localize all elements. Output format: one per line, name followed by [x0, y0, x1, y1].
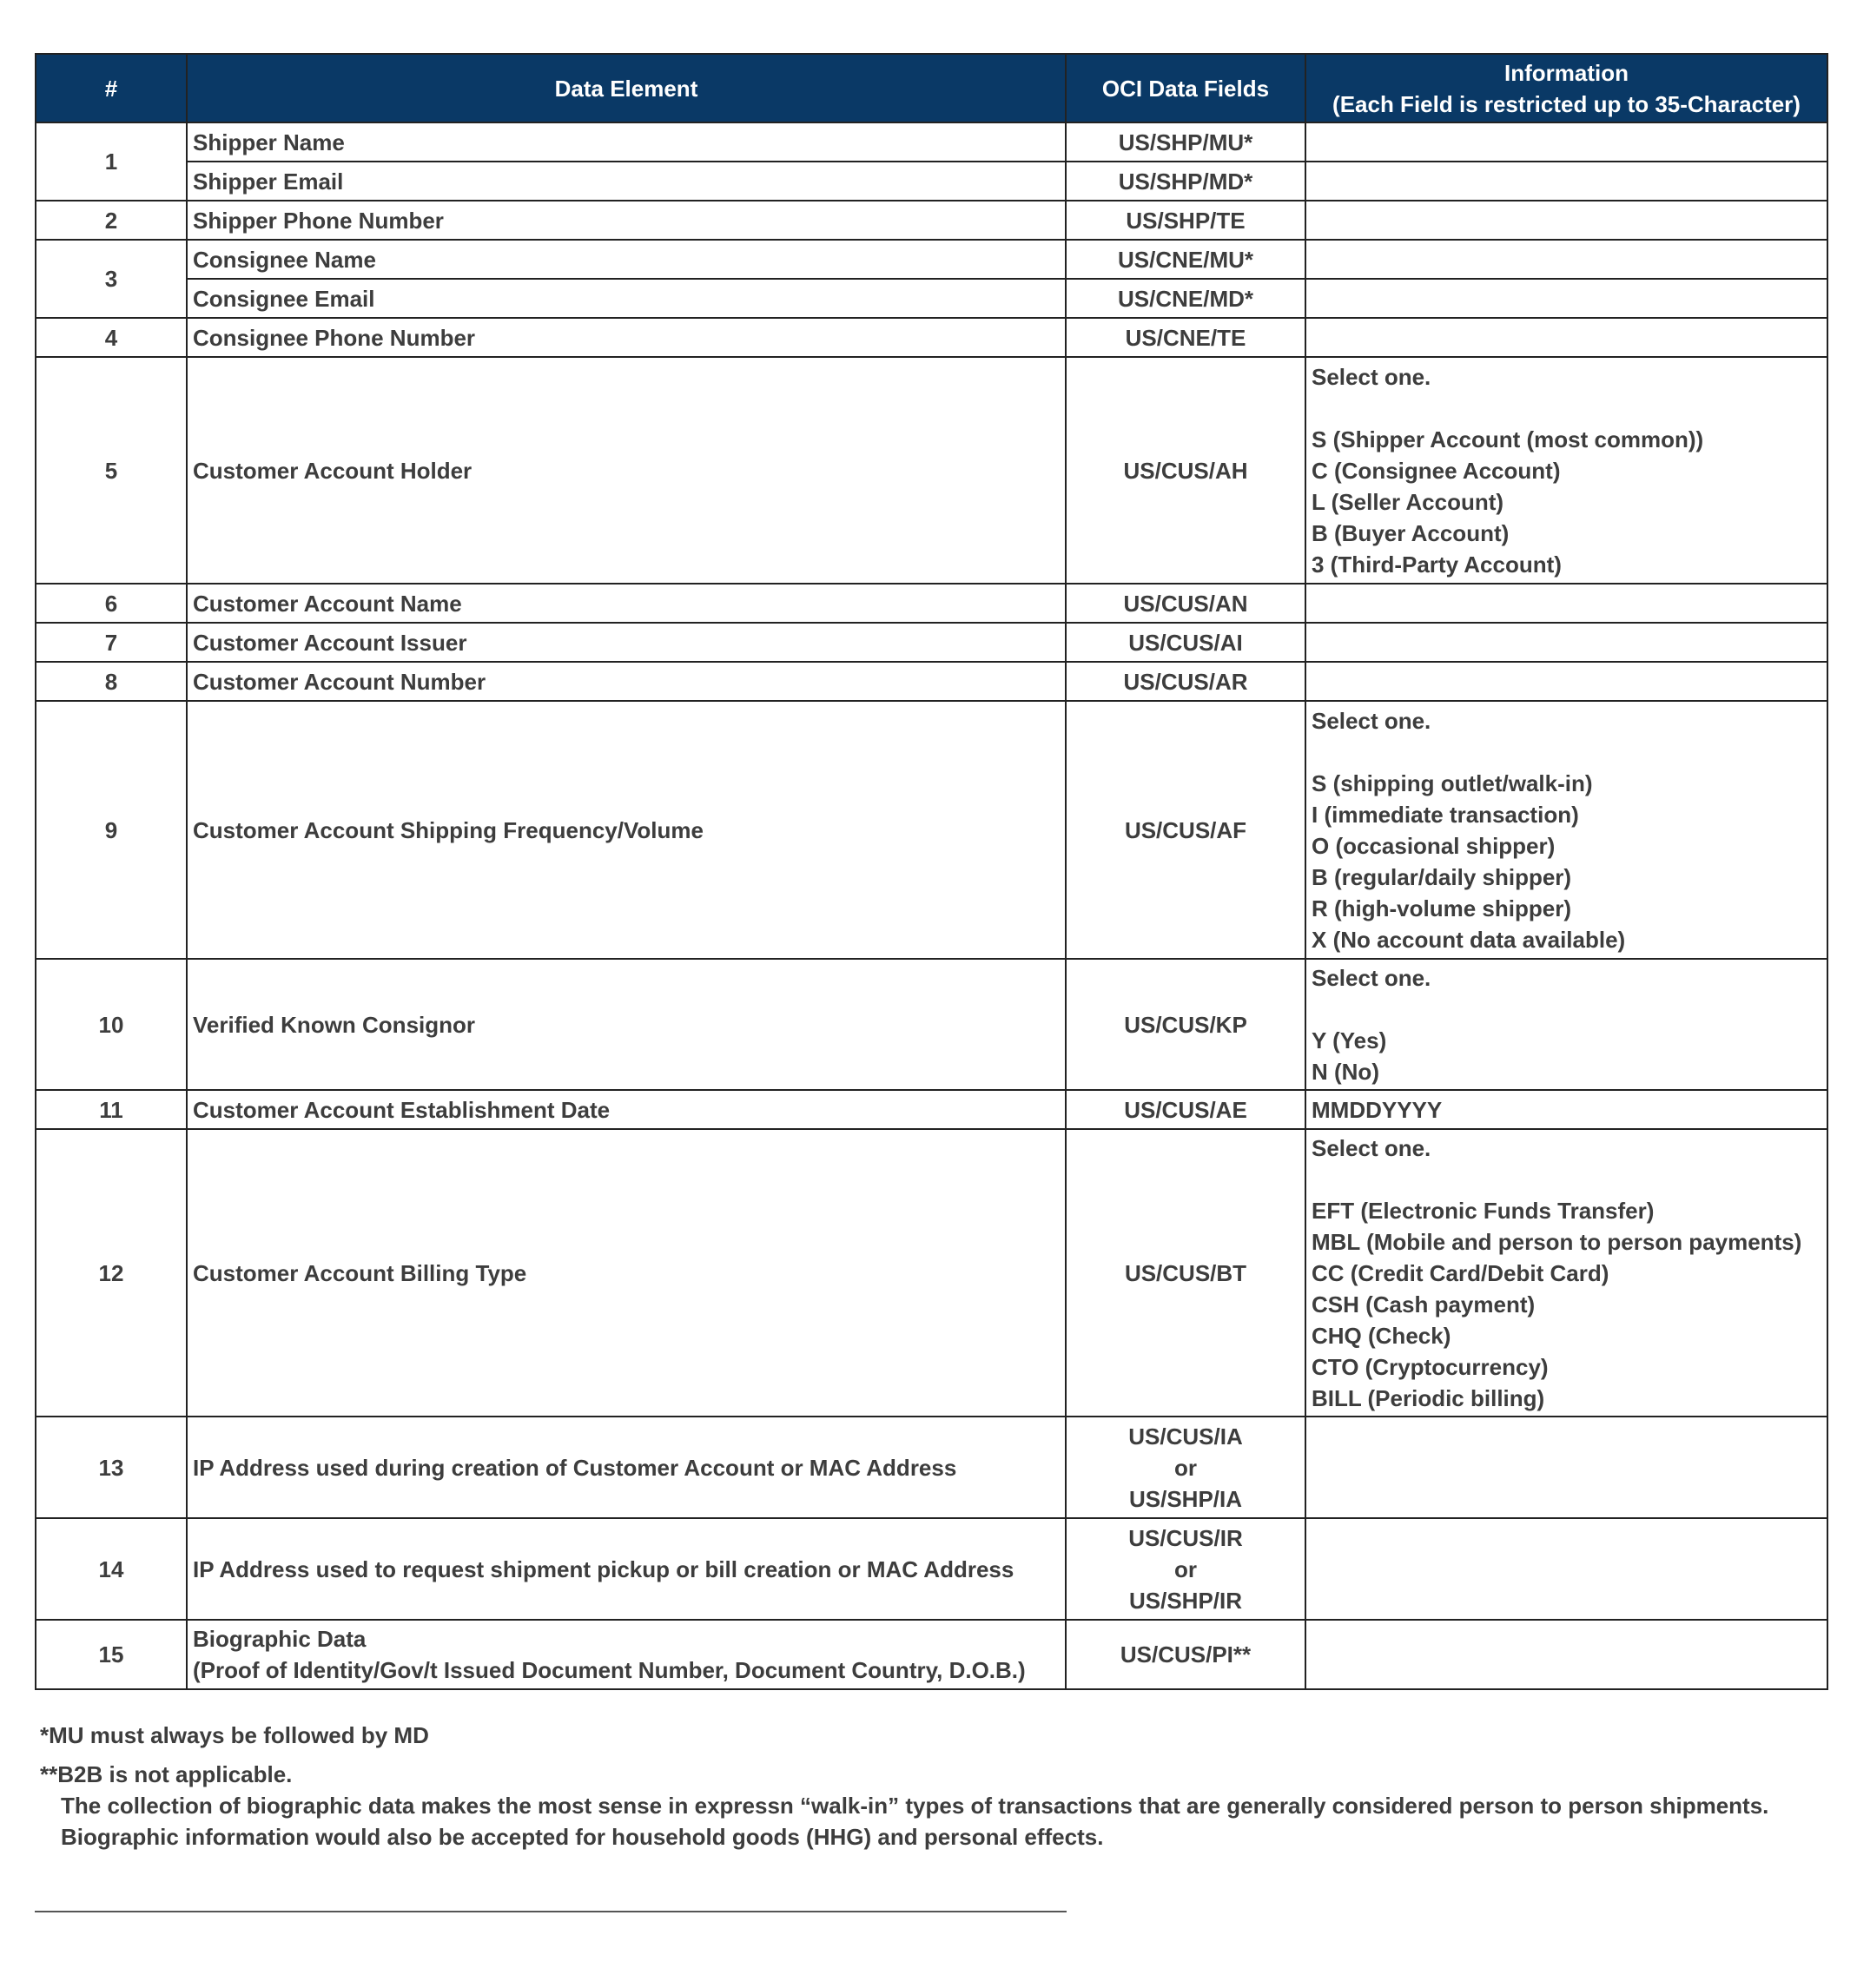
row-number: 3 — [36, 240, 187, 318]
info-intro: Select one. — [1312, 964, 1431, 991]
oci-field: US/SHP/MD* — [1066, 162, 1305, 201]
oci-field — [1066, 1417, 1305, 1518]
info-option: MBL (Mobile and person to person payments) — [1312, 1228, 1802, 1255]
info-option: B (regular/daily shipper) — [1312, 863, 1572, 890]
data-element: Shipper Email — [187, 162, 1066, 201]
info-option: CC (Credit Card/Debit Card) — [1312, 1259, 1609, 1286]
data-element: Shipper Name — [187, 122, 1066, 162]
info-option: N (No) — [1312, 1058, 1379, 1085]
oci-field: US/CUS/AN — [1066, 584, 1305, 623]
header-information-note: (Each Field is restricted up to 35-Character) — [1332, 90, 1801, 117]
table-row — [36, 1090, 1827, 1129]
table-row — [36, 201, 1827, 240]
info-option: I (immediate transaction) — [1312, 801, 1579, 828]
information-cell — [1305, 318, 1827, 357]
information-cell — [1305, 240, 1827, 279]
information-cell — [1305, 201, 1827, 240]
data-element: IP Address used to request shipment pickup or bill creation or MAC Address — [187, 1518, 1066, 1620]
oci-field: US/CUS/KP — [1066, 959, 1305, 1090]
header-data-element: Data Element — [187, 54, 1066, 122]
information-cell — [1305, 662, 1827, 701]
info-intro: Select one. — [1312, 363, 1431, 390]
information-cell — [1305, 1129, 1827, 1417]
row-number: 13 — [36, 1417, 187, 1518]
oci-field: US/CUS/AR — [1066, 662, 1305, 701]
header-number: # — [36, 54, 187, 122]
oci-field-option: US/CUS/IR — [1128, 1524, 1243, 1551]
table-row — [36, 584, 1827, 623]
oci-field: US/CUS/PI** — [1066, 1620, 1305, 1689]
info-option: CHQ (Check) — [1312, 1322, 1451, 1349]
oci-field-or: or — [1174, 1454, 1197, 1481]
table-row — [36, 1417, 1827, 1518]
info-option: R (high-volume shipper) — [1312, 895, 1571, 921]
row-number: 8 — [36, 662, 187, 701]
row-number: 4 — [36, 318, 187, 357]
table-row — [36, 1518, 1827, 1620]
info-option: C (Consignee Account) — [1312, 457, 1561, 484]
information-cell — [1305, 279, 1827, 318]
data-element: Shipper Phone Number — [187, 201, 1066, 240]
oci-data-table — [35, 53, 1828, 1690]
data-element: Customer Account Number — [187, 662, 1066, 701]
info-intro: Select one. — [1312, 1134, 1431, 1161]
row-number: 6 — [36, 584, 187, 623]
header-oci-data-fields: OCI Data Fields — [1066, 54, 1305, 122]
info-option: S (Shipper Account (most common)) — [1312, 426, 1704, 452]
table-row — [36, 318, 1827, 357]
oci-field-or: or — [1174, 1555, 1197, 1582]
table-row — [36, 623, 1827, 662]
info-option: L (Seller Account) — [1312, 488, 1504, 515]
data-element-detail: (Proof of Identity/Gov/t Issued Document Number, Document Country, D.O.B.) — [193, 1657, 1026, 1683]
oci-field: US/CUS/AE — [1066, 1090, 1305, 1129]
data-element: Consignee Email — [187, 279, 1066, 318]
row-number: 11 — [36, 1090, 187, 1129]
oci-field: US/CUS/AH — [1066, 357, 1305, 584]
information-cell — [1305, 1417, 1827, 1518]
footnote-b2b-detail: The collection of biographic data makes the most sense in expressn “walk-in” types of transactions that are generally considered person to person shipments. — [61, 1793, 1769, 1819]
oci-field: US/CUS/AI — [1066, 623, 1305, 662]
footer-divider — [35, 1911, 1067, 1912]
table-row — [36, 959, 1827, 1090]
row-number: 10 — [36, 959, 187, 1090]
oci-field: US/CUS/AF — [1066, 701, 1305, 959]
table-header-row — [36, 54, 1827, 122]
information-cell: MMDDYYYY — [1305, 1090, 1827, 1129]
data-element-title: Biographic Data — [193, 1626, 367, 1652]
data-element: IP Address used during creation of Customer Account or MAC Address — [187, 1417, 1066, 1518]
information-cell — [1305, 162, 1827, 201]
information-cell — [1305, 122, 1827, 162]
info-option: BILL (Periodic billing) — [1312, 1384, 1545, 1411]
footnote-b2b-detail: Biographic information would also be accepted for household goods (HHG) and personal effects. — [61, 1824, 1104, 1850]
information-cell — [1305, 701, 1827, 959]
footnote-b2b: **B2B is not applicable. — [40, 1761, 293, 1787]
info-option: S (shipping outlet/walk-in) — [1312, 769, 1593, 796]
oci-field: US/CNE/MD* — [1066, 279, 1305, 318]
info-option: B (Buyer Account) — [1312, 519, 1510, 546]
table-row — [36, 1129, 1827, 1417]
row-number: 5 — [36, 357, 187, 584]
info-option: CSH (Cash payment) — [1312, 1291, 1536, 1318]
table-row — [36, 1620, 1827, 1689]
info-option: X (No account data available) — [1312, 926, 1626, 953]
row-number: 1 — [36, 122, 187, 201]
data-element: Customer Account Name — [187, 584, 1066, 623]
footnotes — [40, 1720, 1768, 1853]
oci-field-option: US/SHP/IA — [1128, 1485, 1243, 1512]
oci-field: US/SHP/MU* — [1066, 122, 1305, 162]
information-cell — [1305, 1518, 1827, 1620]
table-row — [36, 701, 1827, 959]
oci-field: US/SHP/TE — [1066, 201, 1305, 240]
info-option: O (occasional shipper) — [1312, 832, 1556, 859]
table-row — [36, 662, 1827, 701]
data-element: Verified Known Consignor — [187, 959, 1066, 1090]
data-element: Customer Account Shipping Frequency/Volume — [187, 701, 1066, 959]
row-number: 2 — [36, 201, 187, 240]
info-option: EFT (Electronic Funds Transfer) — [1312, 1197, 1655, 1224]
information-cell — [1305, 357, 1827, 584]
row-number: 9 — [36, 701, 187, 959]
information-cell — [1305, 959, 1827, 1090]
info-option: 3 (Third-Party Account) — [1312, 551, 1562, 578]
information-cell — [1305, 584, 1827, 623]
table-row — [36, 122, 1827, 162]
data-element — [187, 1620, 1066, 1689]
header-information-title: Information — [1504, 59, 1629, 86]
data-element: Customer Account Establishment Date — [187, 1090, 1066, 1129]
table-row — [36, 162, 1827, 201]
row-number: 12 — [36, 1129, 187, 1417]
table-row — [36, 240, 1827, 279]
row-number: 15 — [36, 1620, 187, 1689]
oci-field-option: US/CUS/IA — [1128, 1423, 1243, 1450]
oci-field-option: US/SHP/IR — [1128, 1587, 1243, 1614]
information-cell — [1305, 623, 1827, 662]
row-number: 7 — [36, 623, 187, 662]
information-cell — [1305, 1620, 1827, 1689]
oci-field: US/CNE/TE — [1066, 318, 1305, 357]
row-number: 14 — [36, 1518, 187, 1620]
table-row — [36, 357, 1827, 584]
info-option: CTO (Cryptocurrency) — [1312, 1353, 1549, 1380]
data-element: Customer Account Holder — [187, 357, 1066, 584]
data-element: Customer Account Issuer — [187, 623, 1066, 662]
oci-field: US/CUS/BT — [1066, 1129, 1305, 1417]
header-information — [1305, 54, 1827, 122]
info-option: Y (Yes) — [1312, 1027, 1387, 1053]
data-element: Consignee Name — [187, 240, 1066, 279]
oci-field — [1066, 1518, 1305, 1620]
data-element: Customer Account Billing Type — [187, 1129, 1066, 1417]
data-element: Consignee Phone Number — [187, 318, 1066, 357]
info-intro: Select one. — [1312, 707, 1431, 734]
footnote-mu: *MU must always be followed by MD — [40, 1722, 429, 1748]
table-row — [36, 279, 1827, 318]
oci-field: US/CNE/MU* — [1066, 240, 1305, 279]
